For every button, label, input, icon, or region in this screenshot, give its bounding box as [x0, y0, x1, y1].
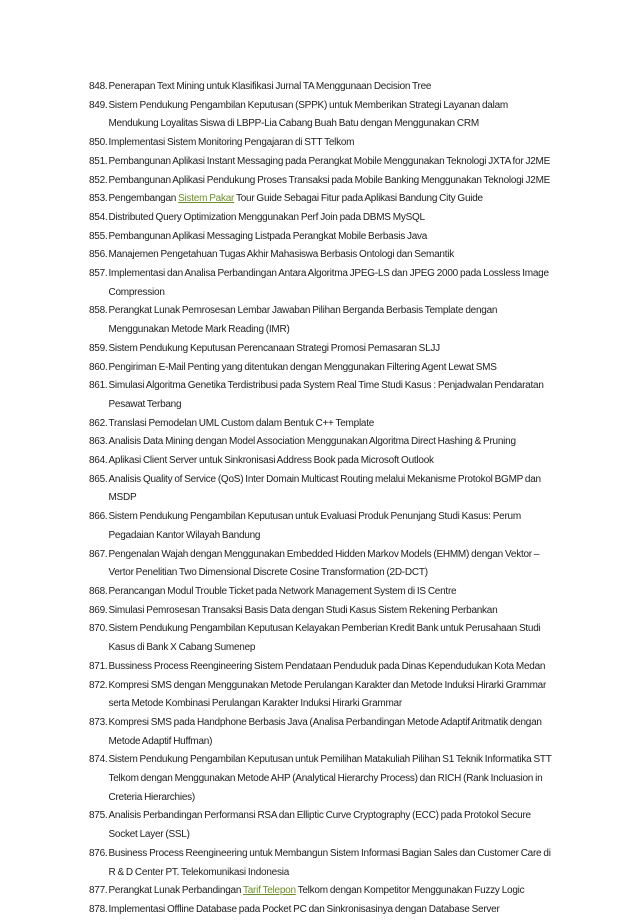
title-line: Manajemen Pengetahuan Tugas Akhir Mahasiswa Berbasis Ontologi dan Semantik — [108, 249, 454, 261]
item-title — [107, 433, 574, 452]
item-number: 862. — [89, 417, 108, 429]
title-line: Pembangunan Aplikasi Pendukung Proses Transaksi pada Mobile Banking Menggunakan Teknologi J2ME — [108, 174, 551, 186]
item-number: 853. — [89, 193, 108, 205]
item-title — [107, 714, 574, 751]
item-number: 874. — [89, 754, 108, 766]
title-continuation-line: Pesawat Terbang — [108, 398, 182, 410]
item-number: 873. — [89, 716, 108, 728]
title-continuation-line: Pegadaian Kantor Wilayah Bandung — [108, 529, 261, 541]
title-line: Sistem Pendukung Pengambilan Keputusan untuk Evaluasi Produk Penunjang Studi Kasus: Perum — [108, 511, 521, 523]
list-item — [89, 302, 574, 339]
item-number: 859. — [89, 342, 108, 354]
title-line: Simulasi Algoritma Genetika Terdistribusi pada System Real Time Studi Kasus : Penjadwalan Pendaratan — [108, 380, 544, 392]
title-continuation-line: Metode Adaptif Huffman) — [108, 735, 213, 747]
title-continuation-line: Telkom dengan Menggunakan Metode AHP (Analytical Hierarchy Process) dan RICH (Rank Incluasion in — [108, 773, 543, 785]
list-item — [89, 508, 574, 545]
item-number: 876. — [89, 847, 108, 859]
title-continuation-line: Kasus di Bank X Cabang Sumenep — [108, 642, 256, 654]
item-title — [107, 620, 574, 657]
item-title — [107, 508, 574, 545]
list-item — [89, 265, 574, 302]
list-item — [89, 901, 574, 920]
title-line: Perancangan Modul Trouble Ticket pada Network Management System di IS Centre — [108, 585, 457, 597]
item-number: 848. — [89, 81, 108, 92]
title-line: Perangkat Lunak Pemrosesan Lembar Jawaban Pilihan Berganda Berbasis Template dengan — [108, 305, 498, 317]
item-title — [107, 658, 574, 677]
item-title — [107, 751, 574, 807]
title-continuation-line: Menggunakan Metode Mark Reading (IMR) — [108, 324, 290, 336]
title-line: Implementasi dan Analisa Perbandingan Antara Algoritma JPEG-LS dan JPEG 2000 pada Lossless Image — [108, 268, 549, 280]
item-title — [107, 901, 574, 920]
keyword-link[interactable]: Tarif Telepon — [242, 885, 296, 897]
title-line: Distributed Query Optimization Menggunakan Perf Join pada DBMS MySQL — [108, 211, 425, 223]
title-line: Aplikasi Client Server untuk Sinkronisasi Address Book pada Microsoft Outlook — [108, 455, 434, 467]
title-line: Sistem Pendukung Keputusan Perencanaan Strategi Promosi Pemasaran SLJJ — [108, 342, 440, 354]
list-item — [89, 602, 574, 621]
item-number: 867. — [89, 548, 108, 560]
item-number: 865. — [89, 473, 108, 485]
item-number: 872. — [89, 679, 108, 691]
list-item — [89, 845, 574, 882]
item-title — [107, 190, 574, 209]
title-continuation-line: serta Metode Kombinasi Perulangan Karakter Induksi Hirarki Grammar — [108, 698, 402, 710]
list-item — [89, 78, 574, 97]
item-title — [107, 583, 574, 602]
item-number: 863. — [89, 436, 108, 448]
item-number: 854. — [89, 211, 108, 223]
item-number: 858. — [89, 305, 108, 317]
title-continuation-line: Creteria Hierarchies) — [108, 791, 195, 803]
list-item — [89, 209, 574, 228]
list-item — [89, 471, 574, 508]
list-item — [89, 415, 574, 434]
title-line: Pengenalan Wajah dengan Menggunakan Embedded Hidden Markov Models (EHMM) dengan Vektor – — [108, 548, 540, 560]
item-title — [107, 78, 574, 97]
list-item — [89, 583, 574, 602]
item-title — [107, 807, 574, 844]
list-item — [89, 153, 574, 172]
item-title — [107, 546, 574, 583]
list-item — [89, 377, 574, 414]
list-item — [89, 340, 574, 359]
title-line: Simulasi Pemrosesan Transaksi Basis Data dengan Studi Kasus Sistem Rekening Perbankan — [108, 604, 498, 616]
list-item — [89, 359, 574, 378]
title-line: Kompresi SMS dengan Menggunakan Metode Perulangan Karakter dan Metode Induksi Hirarki Grammar — [108, 679, 547, 691]
title-line: Analisis Quality of Service (QoS) Inter Domain Multicast Routing melalui Mekanisme Protokol BGMP dan — [108, 473, 541, 485]
title-line: Translasi Pemodelan UML Custom dalam Bentuk C++ Template — [108, 417, 375, 429]
item-number: 849. — [89, 99, 108, 111]
item-title — [107, 882, 574, 901]
item-number: 864. — [89, 455, 108, 467]
list-item — [89, 677, 574, 714]
title-line: Implementasi Sistem Monitoring Pengajaran di STT Telkom — [108, 137, 355, 149]
title-line: Pembangunan Aplikasi Instant Messaging pada Perangkat Mobile Menggunakan Teknologi JXTA for J2ME — [108, 155, 550, 167]
list-item — [89, 228, 574, 247]
title-line: Bussiness Process Reengineering Sistem Pendataan Penduduk pada Dinas Kependudukan Kota Medan — [108, 660, 546, 672]
item-title — [107, 845, 574, 882]
list-item — [89, 751, 574, 807]
list-item — [89, 190, 574, 209]
item-title — [107, 359, 574, 378]
title-continuation-line: Socket Layer (SSL) — [108, 829, 190, 841]
item-number: 850. — [89, 137, 108, 149]
item-number: 856. — [89, 249, 108, 261]
list-item — [89, 620, 574, 657]
list-item — [89, 714, 574, 751]
title-line: Pengiriman E-Mail Penting yang ditentukan dengan Menggunakan Filtering Agent Lewat SMS — [108, 361, 497, 373]
item-number: 860. — [89, 361, 108, 373]
item-title — [107, 97, 574, 134]
list-item — [89, 807, 574, 844]
title-text-after-link: Tour Guide Sebagai Fitur pada Aplikasi Bandung City Guide — [234, 193, 483, 205]
list-item — [89, 172, 574, 191]
list-item — [89, 658, 574, 677]
item-number: 869. — [89, 604, 108, 616]
title-text-before-link: Pengembangan — [108, 193, 179, 205]
title-continuation-line: Compression — [108, 286, 165, 298]
list-item — [89, 452, 574, 471]
item-title — [107, 153, 574, 172]
item-number: 871. — [89, 660, 108, 672]
title-line: Kompresi SMS pada Handphone Berbasis Java (Analisa Perbandingan Metode Adaptif Aritmatik dengan — [108, 716, 542, 728]
title-line: Sistem Pendukung Pengambilan Keputusan untuk Pemilihan Matakuliah Pilihan S1 Teknik Informatika STT — [108, 754, 552, 766]
title-continuation-line: MSDP — [108, 492, 137, 504]
item-number: 851. — [89, 155, 108, 167]
title-continuation-line: Mendukung Loyalitas Siswa di LBPP-Lia Cabang Buah Batu dengan Menggunakan CRM — [108, 118, 479, 130]
thesis-title-list — [89, 78, 574, 920]
item-title — [107, 134, 574, 153]
item-number: 868. — [89, 585, 108, 597]
item-title — [107, 246, 574, 265]
title-line: Sistem Pendukung Pengambilan Keputusan Kelayakan Pemberian Kredit Bank untuk Perusahaan Studi — [108, 623, 541, 635]
item-title — [107, 172, 574, 191]
title-line: Sistem Pendukung Pengambilan Keputusan (SPPK) untuk Memberikan Strategi Layanan dalam — [108, 99, 508, 111]
item-title — [107, 228, 574, 247]
item-title — [107, 377, 574, 414]
item-number: 877. — [89, 885, 108, 897]
title-line: Penerapan Text Mining untuk Klasifikasi Jurnal TA Menggunaan Decision Tree — [108, 81, 432, 92]
item-number: 852. — [89, 174, 108, 186]
item-number: 875. — [89, 810, 108, 822]
item-title — [107, 209, 574, 228]
keyword-link[interactable]: Sistem Pakar — [178, 193, 235, 205]
item-title — [107, 471, 574, 508]
item-number: 855. — [89, 230, 108, 242]
item-number: 870. — [89, 623, 108, 635]
title-line: Analisis Data Mining dengan Model Association Menggunakan Algoritma Direct Hashing & Pruning — [108, 436, 516, 448]
item-title — [107, 265, 574, 302]
item-number: 861. — [89, 380, 108, 392]
list-item — [89, 97, 574, 134]
item-title — [107, 302, 574, 339]
list-item — [89, 246, 574, 265]
item-title — [107, 452, 574, 471]
list-item — [89, 546, 574, 583]
list-item — [89, 882, 574, 901]
item-number: 857. — [89, 268, 108, 280]
title-continuation-line: R & D Center PT. Telekomunikasi Indonesia — [108, 866, 290, 878]
item-title — [107, 415, 574, 434]
title-line: Implementasi Offline Database pada Pocket PC dan Sinkronisasinya dengan Database Server — [108, 903, 500, 915]
title-continuation-line: Vertor Penelitian Two Dimensional Discrete Cosine Transformation (2D-DCT) — [108, 567, 428, 579]
item-title — [107, 677, 574, 714]
item-number: 878. — [89, 903, 108, 915]
title-text-before-link: Perangkat Lunak Perbandingan — [108, 885, 243, 897]
item-title — [107, 602, 574, 621]
list-item — [89, 433, 574, 452]
title-line: Business Process Reengineering untuk Membangun Sistem Informasi Bagian Sales dan Customer Care di — [108, 847, 551, 859]
item-number: 866. — [89, 511, 108, 523]
title-text-after-link: Telkom dengan Kompetitor Menggunakan Fuzzy Logic — [295, 885, 525, 897]
title-line: Pembangunan Aplikasi Messaging Listpada Perangkat Mobile Berbasis Java — [108, 230, 428, 242]
item-title — [107, 340, 574, 359]
title-line: Analisis Perbandingan Performansi RSA dan Elliptic Curve Cryptography (ECC) pada Protokol Secure — [108, 810, 531, 822]
list-item — [89, 134, 574, 153]
